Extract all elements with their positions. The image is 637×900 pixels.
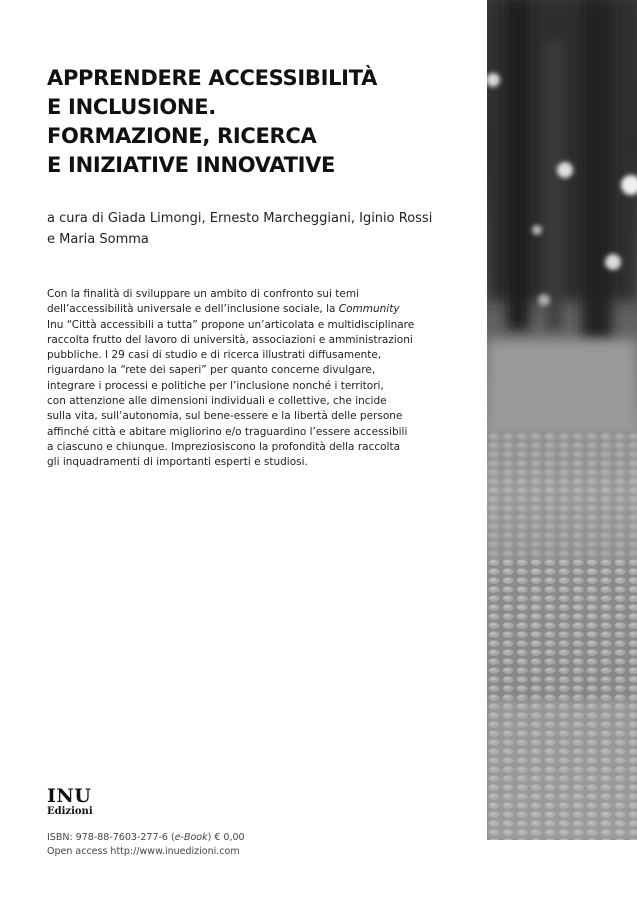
abstract-line: Con la finalità di sviluppare un ambito di confronto sui temi [47,288,359,300]
blurred-street-photo [487,0,637,840]
community-italic: Community [338,303,400,316]
logo-sub-text: Edizioni [47,806,93,817]
isbn-prefix: ISBN: 978-88-7603-277-6 ( [47,832,175,843]
abstract-line: a ciascuno e chiunque. Impreziosiscono la profondità della raccolta [47,440,401,453]
publisher-logo [47,786,107,818]
abstract-line: integrare i processi e politiche per l’inclusione nonché i territori, [47,379,384,392]
book-title [47,64,477,180]
title-line: APPRENDERE ACCESSIBILITÀ [47,66,378,90]
abstract-line: sulla vita, sull’autonomia, sul bene-essere e la libertà delle persone [47,410,403,423]
abstract-line: pubbliche. I 29 casi di studio e di ricerca illustrati diffusamente, [47,349,382,362]
abstract-line: raccolta frutto del lavoro di università, associazioni e amministrazioni [47,333,413,346]
isbn-line [47,831,245,845]
title-line: E INIZIATIVE INNOVATIVE [47,153,336,177]
logo-main-text: INU [47,785,92,807]
abstract-line [47,302,472,317]
abstract-line: affinché città e abitare migliorino e/o traguardino l’essere accessibili [47,425,408,438]
abstract-line-text: dell’accessibilità universale e dell’inclusione sociale, la [47,303,339,316]
title-line: FORMAZIONE, RICERCA [47,124,317,148]
cover-photo-strip [487,0,637,840]
abstract-line: con attenzione alle dimensioni individuali e collettive, che incide [47,395,387,408]
open-access-line: Open access http://www.inuedizioni.com [47,846,240,857]
abstract-text [47,287,472,471]
editors-line: a cura di Giada Limongi, Ernesto Marcheggiani, Iginio Rossi [47,211,433,226]
isbn-suffix: ) € 0,00 [207,832,245,843]
editors-credit [47,208,487,250]
title-line: E INCLUSIONE. [47,95,216,119]
abstract-line: riguardano la “rete dei saperi” per quanto concerne divulgare, [47,364,376,377]
abstract-line: Inu “Città accessibili a tutta” propone un’articolata e multidisciplinare [47,318,415,331]
abstract-line: gli inquadramenti di importanti esperti e studiosi. [47,456,308,469]
editors-line: e Maria Somma [47,232,149,247]
isbn-format: e-Book [174,832,208,843]
publication-info [47,831,245,859]
